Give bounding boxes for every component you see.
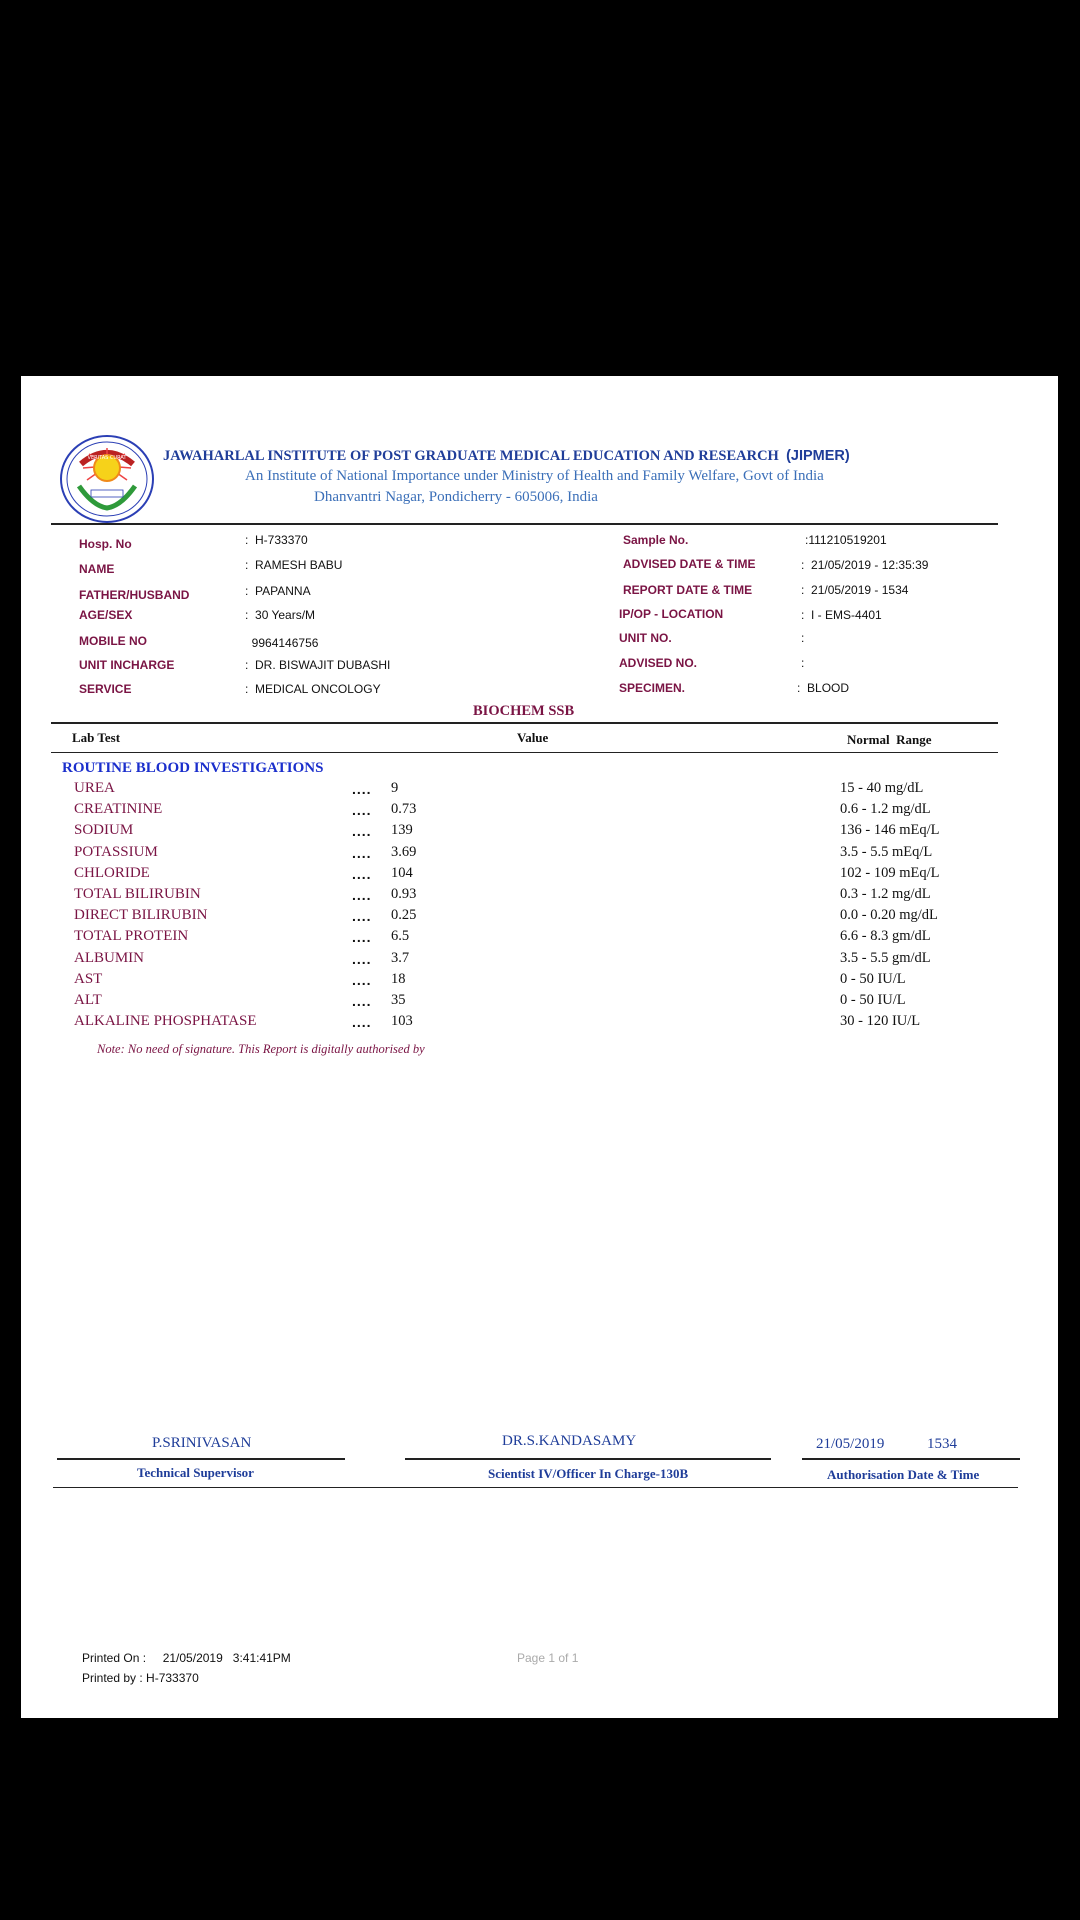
label-unit-incharge: UNIT INCHARGE: [79, 658, 175, 672]
result-leader-dots: ....: [352, 844, 372, 861]
col-header-lab-test: Lab Test: [72, 730, 121, 745]
result-normal-range: 0 - 50 IU/L: [840, 970, 906, 987]
value-advised-no: :: [801, 656, 805, 670]
value-ip-op-location: : I - EMS-4401: [801, 608, 882, 622]
label-name: NAME: [79, 562, 115, 576]
result-test-name: POTASSIUM: [74, 843, 158, 860]
result-value: 0.93: [391, 886, 417, 902]
result-test-name: ALKALINE PHOSPHATASE: [74, 1013, 257, 1030]
result-normal-range: 6.6 - 8.3 gm/dL: [840, 928, 931, 945]
label-father-husband: FATHER/HUSBAND: [79, 588, 190, 602]
section-title: BIOCHEM SSB: [473, 703, 575, 719]
value-unit-incharge: : DR. BISWAJIT DUBASHI: [245, 658, 391, 672]
result-leader-dots: ....: [352, 887, 372, 903]
result-test-name: TOTAL BILIRUBIN: [74, 886, 201, 902]
signature-bottom-divider: [53, 1487, 1018, 1488]
value-mobile-no: 9964146756: [251, 636, 319, 650]
jipmer-seal-icon: [59, 434, 155, 524]
value-advised-date: : 21/05/2019 - 12:35:39: [801, 558, 929, 572]
result-normal-range: 30 - 120 IU/L: [840, 1013, 921, 1030]
result-leader-dots: ....: [352, 908, 372, 925]
result-value: 35: [391, 992, 406, 1008]
table-header-divider: [51, 752, 998, 753]
label-advised-date: ADVISED DATE & TIME: [623, 557, 756, 571]
label-service: SERVICE: [79, 682, 132, 696]
result-leader-dots: ....: [352, 971, 372, 988]
result-value: 3.69: [391, 843, 417, 860]
value-name: : RAMESH BABU: [245, 558, 343, 572]
result-normal-range: 0.0 - 0.20 mg/dL: [840, 907, 938, 924]
result-normal-range: 15 - 40 mg/dL: [840, 780, 924, 796]
label-sample-no: Sample No.: [623, 533, 689, 547]
label-specimen: SPECIMEN.: [619, 681, 686, 695]
result-normal-range: 3.5 - 5.5 gm/dL: [840, 949, 931, 966]
result-value: 0.73: [391, 801, 417, 818]
label-ip-op-location: IP/OP - LOCATION: [619, 607, 724, 621]
value-hosp-no: : H-733370: [245, 533, 308, 547]
result-test-name: CHLORIDE: [74, 864, 150, 881]
result-test-name: UREA: [74, 780, 115, 796]
label-unit-no: UNIT NO.: [619, 631, 672, 645]
value-service: : MEDICAL ONCOLOGY: [245, 682, 381, 696]
auth-role: Authorisation Date & Time: [827, 1467, 980, 1482]
col-header-value: Value: [517, 730, 549, 745]
result-value: 3.7: [391, 949, 410, 966]
result-normal-range: 0.6 - 1.2 mg/dL: [840, 801, 931, 818]
result-test-name: SODIUM: [74, 822, 134, 839]
auth-date: 21/05/2019: [816, 1436, 885, 1452]
tech-sign-line: [57, 1458, 345, 1460]
result-normal-range: 0 - 50 IU/L: [840, 992, 906, 1008]
auth-sign-line: [802, 1458, 1020, 1460]
label-hosp-no: Hosp. No: [79, 537, 132, 551]
result-leader-dots: ....: [352, 929, 372, 946]
report-page: [21, 376, 1058, 1718]
result-leader-dots: ....: [352, 802, 372, 819]
institute-name: [163, 448, 850, 465]
printed-by: Printed by : H-733370: [82, 1671, 199, 1685]
result-value: 6.5: [391, 928, 410, 945]
result-test-name: ALT: [74, 992, 102, 1008]
logo-text: VERITAS CURAT: [87, 455, 127, 461]
institute-full-name: JAWAHARLAL INSTITUTE OF POST GRADUATE MEDICAL EDUCATION AND RESEARCH: [163, 448, 779, 464]
result-test-name: ALBUMIN: [74, 949, 144, 966]
scientist-role: Scientist IV/Officer In Charge-130B: [488, 1466, 689, 1481]
result-normal-range: 3.5 - 5.5 mEq/L: [840, 843, 933, 860]
result-test-name: CREATININE: [74, 801, 163, 818]
tech-supervisor-name: P.SRINIVASAN: [152, 1435, 252, 1451]
result-test-name: AST: [74, 970, 103, 987]
result-value: 9: [391, 780, 399, 796]
table-top-divider: [51, 722, 998, 724]
result-value: 0.25: [391, 907, 417, 924]
result-value: 103: [391, 1013, 413, 1030]
result-value: 18: [391, 970, 406, 987]
result-leader-dots: ....: [352, 865, 372, 882]
label-advised-no: ADVISED NO.: [619, 656, 698, 670]
result-value: 104: [391, 864, 413, 881]
value-report-date: : 21/05/2019 - 1534: [801, 583, 909, 597]
tech-supervisor-role: Technical Supervisor: [137, 1465, 254, 1480]
result-leader-dots: ....: [352, 781, 372, 797]
value-unit-no: :: [801, 631, 805, 645]
result-normal-range: 136 - 146 mEq/L: [840, 822, 940, 839]
scientist-name: DR.S.KANDASAMY: [502, 1433, 637, 1449]
value-age-sex: : 30 Years/M: [245, 608, 316, 622]
value-specimen: : BLOOD: [797, 681, 850, 695]
result-leader-dots: ....: [352, 1014, 372, 1031]
col-header-normal-range: Normal Range: [847, 732, 932, 747]
institute-address: Dhanvantri Nagar, Pondicherry - 605006, India: [314, 489, 598, 505]
digital-auth-note: Note: No need of signature. This Report is digitally authorised by: [97, 1042, 425, 1056]
auth-time: 1534: [927, 1436, 957, 1452]
institute-subtitle: An Institute of National Importance under Ministry of Health and Family Welfare, Govt of India: [245, 468, 824, 484]
printed-on: Printed On : 21/05/2019 3:41:41PM: [82, 1651, 291, 1665]
value-sample-no: :111210519201: [805, 533, 887, 547]
result-normal-range: 102 - 109 mEq/L: [840, 864, 940, 881]
value-father-husband: : PAPANNA: [245, 584, 311, 598]
result-value: 139: [391, 822, 413, 839]
result-leader-dots: ....: [352, 950, 372, 967]
result-leader-dots: ....: [352, 993, 372, 1009]
page-number: Page 1 of 1: [517, 1651, 579, 1665]
header-divider: [51, 523, 998, 525]
label-mobile-no: MOBILE NO: [79, 634, 147, 648]
label-age-sex: AGE/SEX: [79, 608, 133, 622]
scientist-sign-line: [405, 1458, 771, 1460]
label-report-date: REPORT DATE & TIME: [623, 583, 753, 597]
result-normal-range: 0.3 - 1.2 mg/dL: [840, 886, 931, 902]
group-title: ROUTINE BLOOD INVESTIGATIONS: [62, 760, 324, 776]
institute-abbr: (JIPMER): [786, 448, 850, 464]
result-test-name: DIRECT BILIRUBIN: [74, 907, 208, 924]
result-test-name: TOTAL PROTEIN: [74, 928, 189, 945]
result-leader-dots: ....: [352, 823, 372, 840]
